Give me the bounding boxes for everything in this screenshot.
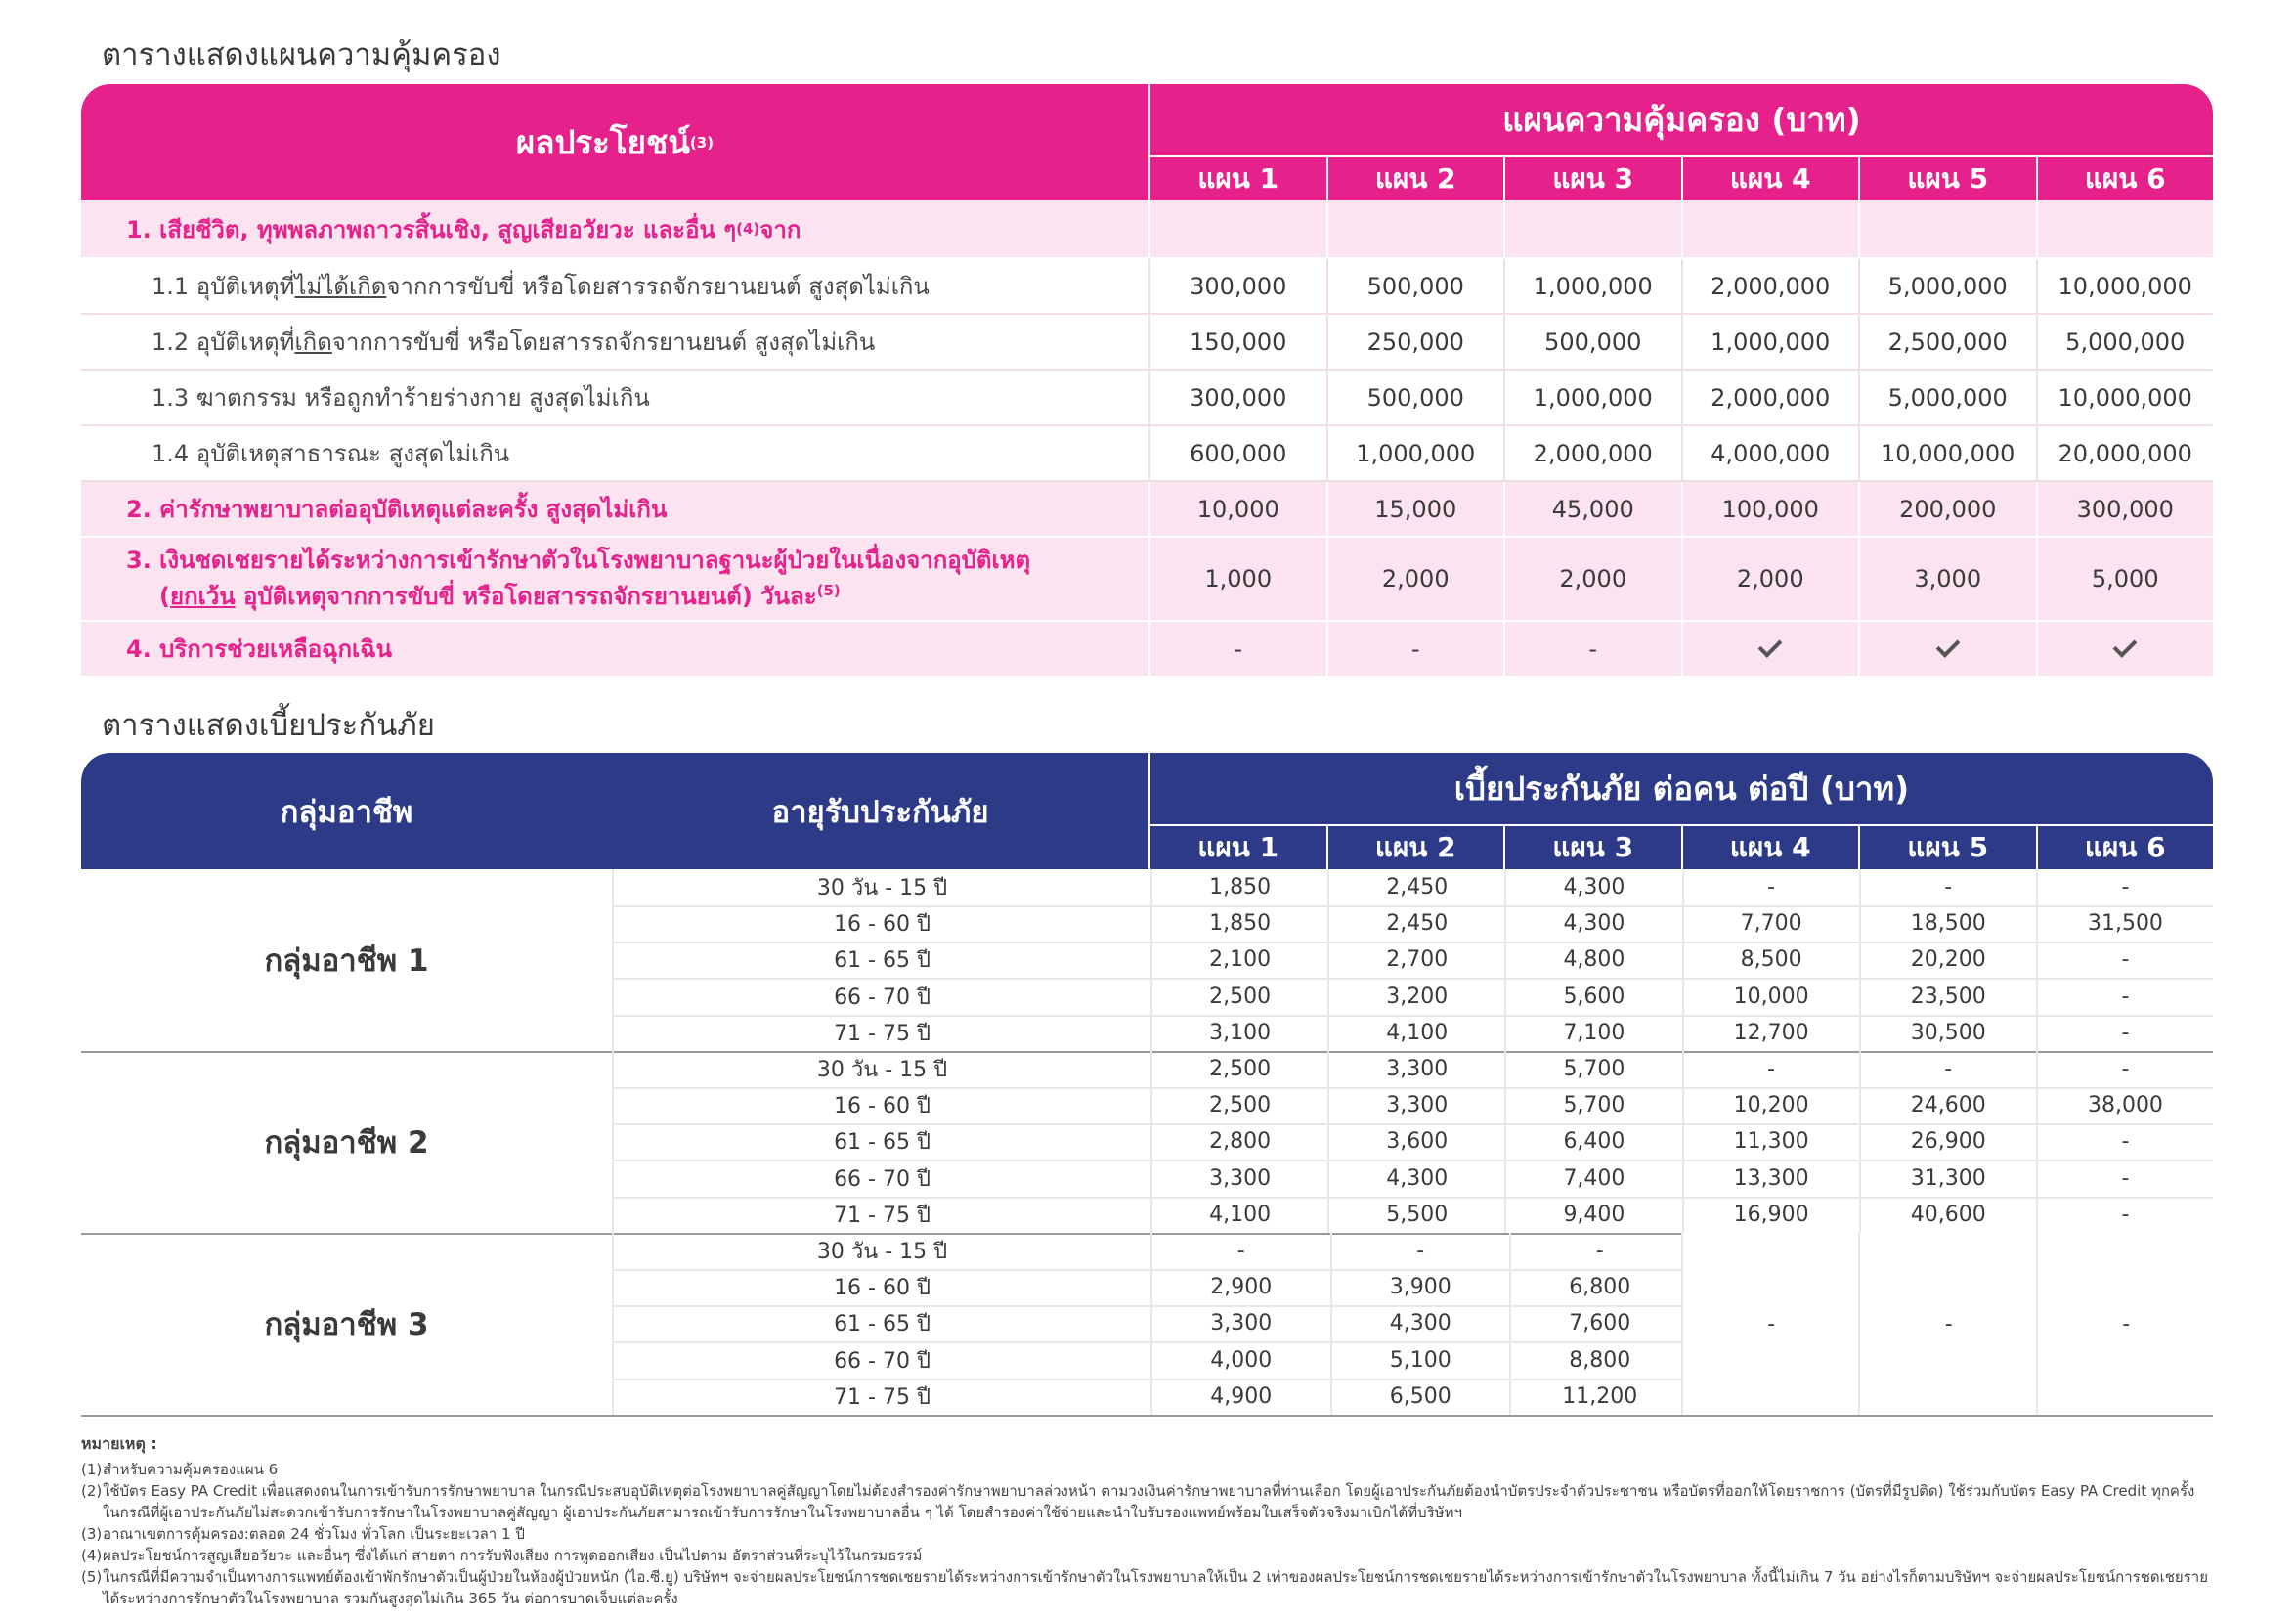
premium-cell: 40,600: [1859, 1197, 2036, 1233]
premium-section-title: ตารางแสดงเบี้ยประกันภัย: [102, 708, 435, 743]
age-range-cell: 61 - 65 ปี: [612, 1123, 1150, 1160]
cell: [1681, 200, 1859, 257]
premium-row: [612, 1161, 2213, 1199]
benefit-row-4-label: 4. บริการช่วยเหลือฉุกเฉิน: [126, 635, 393, 663]
premium-cell: 3,300: [1150, 1305, 1330, 1341]
plan-1-header: แผน 1: [1197, 162, 1279, 195]
value-cell: 5,000,000: [2036, 315, 2214, 369]
plan-2-header: แผน 2: [1326, 826, 1504, 869]
plans-header: [1148, 84, 2213, 200]
premium-cell: 26,900: [1859, 1123, 2036, 1160]
benefit-row-1-2-label: [81, 315, 1148, 369]
premium-cell: 4,000: [1150, 1342, 1330, 1379]
premium-cell: 31,500: [2036, 905, 2213, 942]
value-cell: 2,000: [1326, 538, 1504, 620]
footnote-text: อาณาเขตการคุ้มครอง:ตลอด 24 ชั่วโมง ทั่วโลก เป็นระยะเวลา 1 ปี: [103, 1525, 525, 1543]
label-part: จากการขับขี่ หรือโดยสารรถจักรยานยนต์ สูงสุดไม่เกิน: [331, 329, 876, 356]
benefit-row-3-label: [81, 538, 1148, 620]
premium-cell: 20,200: [1859, 942, 2036, 978]
benefit-row-1-1-label: [81, 259, 1148, 313]
value-cell: 1,000,000: [1503, 259, 1681, 313]
benefit-header: [81, 84, 1148, 200]
premium-cell: -: [2036, 1051, 2213, 1087]
footnote-key: (5): [81, 1568, 103, 1586]
premium-cell: 7,400: [1504, 1161, 1681, 1197]
label-underlined: ยกเว้น: [169, 583, 236, 610]
cell: [1858, 200, 2036, 257]
plan-5-header: แผน 5: [1858, 157, 2036, 200]
premium-plans-header: [1148, 753, 2213, 869]
value-cell: 2,000: [1503, 538, 1681, 620]
footnote-item: [81, 1588, 2231, 1609]
occupation-group-label: กลุ่มอาชีพ 3: [264, 1307, 429, 1342]
premium-row: [612, 869, 2213, 907]
premium-cell: 3,900: [1330, 1269, 1510, 1305]
premium-cell: 8,500: [1682, 942, 1859, 978]
footnote-item: [81, 1523, 2231, 1545]
benefit-row-1-footnote: (4): [736, 220, 760, 238]
premium-cell: 4,300: [1504, 869, 1681, 905]
benefit-row-3: [81, 538, 2213, 622]
premium-row: [612, 1087, 2213, 1125]
footnote-key: [81, 1588, 103, 1609]
occupation-group-block: [81, 1233, 2213, 1417]
premium-cell: -: [1509, 1233, 1689, 1269]
merged-premium-cell: -: [1858, 1233, 2038, 1415]
premium-cell: 6,400: [1504, 1123, 1681, 1160]
checkmark-icon: [2113, 634, 2138, 658]
value-cell: 2,000,000: [1681, 371, 1859, 424]
benefit-row-3-line-1: 3. เงินชดเชยรายได้ระหว่างการเข้ารักษาตัวในโรงพยาบาลฐานะผู้ป่วยในเนื่องจากอุบัติเหตุ: [126, 547, 1031, 574]
value-cell: 5,000,000: [1858, 371, 2036, 424]
value-cell: 10,000,000: [1858, 426, 2036, 480]
age-range-cell: 61 - 65 ปี: [612, 942, 1150, 978]
age-range-cell: 16 - 60 ปี: [612, 1087, 1150, 1123]
age-range-cell: 66 - 70 ปี: [612, 1161, 1150, 1197]
age-range-cell: 61 - 65 ปี: [612, 1305, 1150, 1341]
premium-cell: 3,300: [1327, 1051, 1504, 1087]
footnote-key: (1): [81, 1461, 103, 1478]
premium-cell: 4,100: [1150, 1197, 1327, 1233]
premium-cell: 3,200: [1327, 979, 1504, 1015]
occupation-group-header: กลุ่มอาชีพ: [280, 794, 413, 830]
plan-4-header: แผน 4: [1681, 826, 1859, 869]
premium-cell: 4,900: [1150, 1379, 1330, 1415]
coverage-table: [81, 84, 2213, 678]
footnote-item: [81, 1545, 2231, 1566]
value-cell: 1,000,000: [1503, 371, 1681, 424]
premium-cell: -: [1859, 1051, 2036, 1087]
premium-cell: -: [1682, 1051, 1859, 1087]
value-cell: 600,000: [1148, 426, 1326, 480]
premium-cell: 3,300: [1327, 1087, 1504, 1123]
merged-premium-cell: -: [2036, 1233, 2216, 1415]
age-range-cell: 71 - 75 ปี: [612, 1379, 1150, 1415]
value-cell: 150,000: [1148, 315, 1326, 369]
age-range-cell: 30 วัน - 15 ปี: [612, 869, 1150, 905]
premium-cell: 2,800: [1150, 1123, 1327, 1160]
checkmark-cell: [1681, 622, 1859, 676]
premium-cell: 2,450: [1327, 869, 1504, 905]
checkmark-cell: [1858, 622, 2036, 676]
premium-cell: 3,100: [1150, 1015, 1327, 1051]
premium-cell: 2,450: [1327, 905, 1504, 942]
premium-cell: 7,100: [1504, 1015, 1681, 1051]
value-cell: 2,000: [1681, 538, 1859, 620]
footnote-key: (2): [81, 1482, 103, 1500]
premium-cell: -: [2036, 1123, 2213, 1160]
footnotes-list: [81, 1459, 2231, 1609]
value-cell: 300,000: [2036, 482, 2214, 536]
value-cell: -: [1503, 622, 1681, 676]
plan-1-header: แผน 1: [1197, 831, 1279, 863]
premium-cell: 5,500: [1327, 1197, 1504, 1233]
premium-cell: 6,800: [1509, 1269, 1689, 1305]
benefit-row-1-1: [81, 259, 2213, 315]
premium-cell: 12,700: [1682, 1015, 1859, 1051]
footnote-key: (4): [81, 1547, 103, 1564]
benefit-row-2: [81, 482, 2213, 538]
premium-cell: 5,700: [1504, 1051, 1681, 1087]
premium-cell: -: [1330, 1233, 1510, 1269]
value-cell: 4,000,000: [1681, 426, 1859, 480]
premium-cell: 18,500: [1859, 905, 2036, 942]
premium-cell: 31,300: [1859, 1161, 2036, 1197]
footnote-text: ในกรณีที่ผู้เอาประกันภัยไม่สะดวกเข้ารับการรักษาในโรงพยาบาลคู่สัญญา ผู้เอาประกันภัยสามารถเข้ารับการรักษาในโรงพยาบาลอื่น ๆ ได้ โดยสำรองค่าใช้จ่ายและนำใบรับรองแพทย์พร้อมใบเสร็จตัวจริงมาเบิกได้ที่บริษัทฯ: [103, 1504, 1462, 1521]
premium-cell: 10,000: [1682, 979, 1859, 1015]
plan-6-header: แผน 6: [2036, 157, 2214, 200]
footnote-item: [81, 1480, 2231, 1502]
premium-cell: 10,200: [1682, 1087, 1859, 1123]
benefit-row-1-4-label: 1.4 อุบัติเหตุสาธารณะ สูงสุดไม่เกิน: [152, 440, 510, 467]
footnote-text: ใช้บัตร Easy PA Credit เพื่อแสดงตนในการเข้ารับการรักษาพยาบาล ในกรณีประสบอุบัติเหตุต่อโรงพยาบาลคู่สัญญาโดยไม่ต้องสำรองค่ารักษาพยาบาลล่วงหน้า ตามวงเงินค่ารักษาพยาบาลที่ท่านเลือก โดยผู้เอาประกันภัยต้องนำบัตรประจำตัวประชาชน หรือบัตรที่ออกให้โดยราชการ (บัตรที่มีรูปติด) ใช้ร่วมกับบัตร Easy PA Credit ทุกครั้ง: [103, 1482, 2195, 1500]
premium-cell: 2,500: [1150, 1051, 1327, 1087]
premium-row: [612, 942, 2213, 980]
checkmark-icon: [1935, 634, 1960, 658]
value-cell: 15,000: [1326, 482, 1504, 536]
benefit-row-1-3: [81, 371, 2213, 426]
footnote-text: ผลประโยชน์การสูญเสียอวัยวะ และอื่นๆ ซึ่งได้แก่ สายตา การรับฟังเสียง การพูดออกเสียง เป็นไปตาม อัตราส่วนที่ระบุไว้ในกรมธรรม์: [103, 1547, 923, 1564]
premium-cell: 3,600: [1327, 1123, 1504, 1160]
premium-row: [612, 1197, 2213, 1233]
premium-row: [612, 905, 2213, 943]
value-cell: 10,000,000: [2036, 371, 2214, 424]
value-cell: 500,000: [1326, 259, 1504, 313]
age-range-cell: 30 วัน - 15 ปี: [612, 1051, 1150, 1087]
premium-cell: -: [2036, 1161, 2213, 1197]
benefit-row-1-suffix: จาก: [759, 215, 801, 243]
value-cell: 10,000: [1148, 482, 1326, 536]
premium-cell: 4,300: [1327, 1161, 1504, 1197]
premium-row: [612, 979, 2213, 1017]
label-underlined: ไม่ได้เกิด: [294, 273, 387, 300]
cell: [1148, 200, 1326, 257]
premium-cell: 4,300: [1504, 905, 1681, 942]
value-cell: -: [1326, 622, 1504, 676]
label-part: 1.2 อุบัติเหตุที่: [152, 329, 295, 356]
value-cell: 200,000: [1858, 482, 2036, 536]
premium-cell: -: [1150, 1233, 1330, 1269]
value-cell: 300,000: [1148, 371, 1326, 424]
footnote-text: สำหรับความคุ้มครองแผน 6: [103, 1461, 279, 1478]
value-cell: 45,000: [1503, 482, 1681, 536]
premium-cell: 11,200: [1509, 1379, 1689, 1415]
benefit-row-4: [81, 622, 2213, 678]
premium-cell: 3,300: [1150, 1161, 1327, 1197]
footnote-key: [81, 1502, 103, 1523]
value-cell: 5,000: [2036, 538, 2214, 620]
merged-premium-cell: -: [1681, 1233, 1861, 1415]
footnotes: [81, 1433, 2231, 1609]
premium-cell: 38,000: [2036, 1087, 2213, 1123]
premium-cell: 11,300: [1682, 1123, 1859, 1160]
plan-5-header: แผน 5: [1858, 826, 2036, 869]
footnotes-title: หมายเหตุ :: [81, 1434, 157, 1453]
premium-cell: 2,700: [1327, 942, 1504, 978]
coverage-section-title: ตารางแสดงแผนความคุ้มครอง: [102, 37, 501, 72]
benefit-header-footnote: (3): [689, 133, 715, 152]
value-cell: 250,000: [1326, 315, 1504, 369]
occupation-group-block: [81, 1051, 2213, 1235]
occupation-group-label: กลุ่มอาชีพ 1: [264, 943, 429, 979]
label-part: (: [159, 583, 170, 610]
premium-table: [81, 753, 2213, 1416]
label-part: จากการขับขี่ หรือโดยสารรถจักรยานยนต์ สูงสุดไม่เกิน: [386, 273, 930, 300]
value-cell: 5,000,000: [1858, 259, 2036, 313]
premium-row: [612, 1051, 2213, 1089]
age-range-cell: 30 วัน - 15 ปี: [612, 1233, 1150, 1269]
benefit-row-1-3-label: 1.3 ฆาตกรรม หรือถูกทำร้ายร่างกาย สูงสุดไม่เกิน: [152, 384, 650, 412]
premium-cell: 2,100: [1150, 942, 1327, 978]
premium-cell: 5,100: [1330, 1342, 1510, 1379]
value-cell: 1,000: [1148, 538, 1326, 620]
label-underlined: เกิด: [294, 329, 332, 356]
premium-cell: -: [2036, 1015, 2213, 1051]
benefit-row-1-label: [81, 200, 1148, 257]
benefit-row-1-4: [81, 426, 2213, 482]
age-range-cell: 71 - 75 ปี: [612, 1197, 1150, 1233]
premium-plan-columns: [1150, 826, 2213, 869]
benefit-header-text: ผลประโยชน์: [515, 123, 690, 161]
benefit-row-2-label: 2. ค่ารักษาพยาบาลต่ออุบัติเหตุแต่ละครั้ง สูงสุดไม่เกิน: [126, 496, 668, 523]
label-part: อุบัติเหตุจากการขับขี่ หรือโดยสารรถจักรยานยนต์) วันละ: [235, 583, 817, 610]
premium-cell: 2,900: [1150, 1269, 1330, 1305]
benefit-row-3-footnote: (5): [816, 582, 841, 599]
premium-cell: 9,400: [1504, 1197, 1681, 1233]
benefit-row-1-text: 1. เสียชีวิต, ทุพพลภาพถาวรสิ้นเชิง, สูญเสียอวัยวะ และอื่น ๆ: [126, 215, 737, 243]
plan-3-header: แผน 3: [1503, 826, 1681, 869]
premium-row: [612, 1015, 2213, 1051]
premium-cell: 8,800: [1509, 1342, 1689, 1379]
occupation-group-label: กลุ่มอาชีพ 2: [264, 1125, 429, 1161]
plan-columns: [1150, 157, 2213, 200]
premium-cell: 7,600: [1509, 1305, 1689, 1341]
value-cell: 100,000: [1681, 482, 1859, 536]
premium-row: [612, 1123, 2213, 1161]
checkmark-cell: [2036, 622, 2214, 676]
cell: [2036, 200, 2214, 257]
premium-cell: -: [2036, 1197, 2213, 1233]
value-cell: 10,000,000: [2036, 259, 2214, 313]
benefit-row-1-2: [81, 315, 2213, 371]
premium-cell: 24,600: [1859, 1087, 2036, 1123]
footnote-key: (3): [81, 1525, 103, 1543]
coverage-table-header: [81, 84, 2213, 200]
value-cell: 500,000: [1326, 371, 1504, 424]
footnote-item: [81, 1459, 2231, 1480]
premium-table-body: [81, 869, 2213, 1416]
premium-cell: 4,800: [1504, 942, 1681, 978]
premium-cell: 6,500: [1330, 1379, 1510, 1415]
cell: [1326, 200, 1504, 257]
checkmark-icon: [1758, 634, 1783, 658]
premium-cell: 5,600: [1504, 979, 1681, 1015]
plan-6-header: แผน 6: [2036, 826, 2214, 869]
premium-cell: 23,500: [1859, 979, 2036, 1015]
value-cell: 300,000: [1148, 259, 1326, 313]
footnote-item: [81, 1566, 2231, 1588]
value-cell: 1,000,000: [1681, 315, 1859, 369]
plan-4-header: แผน 4: [1681, 157, 1859, 200]
footnote-text: ได้ระหว่างการรักษาตัวในโรงพยาบาล รวมกันสูงสุดไม่เกิน 365 วัน ต่อการบาดเจ็บแต่ละครั้ง: [103, 1590, 678, 1607]
plans-header-title: แผนความคุ้มครอง (บาท): [1150, 84, 2213, 157]
premium-cell: 4,300: [1330, 1305, 1510, 1341]
value-cell: -: [1148, 622, 1326, 676]
footnote-text: ในกรณีที่มีความจำเป็นทางการแพทย์ต้องเข้าพักรักษาตัวเป็นผู้ป่วยในห้องผู้ป่วยหนัก (ไอ.ซี.ยู) บริษัทฯ จะจ่ายผลประโยชน์การชดเชยรายได้ระหว่างการเข้ารักษาตัวในโรงพยาบาลให้เป็น 2 เท่าของผลประโยชน์การชดเชยรายได้ระหว่างการเข้ารักษาตัวในโรงพยาบาล ทั้งนี้ไม่เกิน 7 วัน อย่างไรก็ตามบริษัทฯ จะจ่ายผลประโยชน์การชดเชยราย: [103, 1568, 2208, 1586]
premium-cell: 2,500: [1150, 979, 1327, 1015]
premium-cell: -: [1859, 869, 2036, 905]
plan-3-header: แผน 3: [1503, 157, 1681, 200]
age-range-cell: 16 - 60 ปี: [612, 905, 1150, 942]
premium-cell: -: [2036, 942, 2213, 978]
value-cell: 1,000,000: [1326, 426, 1504, 480]
age-range-cell: 66 - 70 ปี: [612, 979, 1150, 1015]
age-range-cell: 16 - 60 ปี: [612, 1269, 1150, 1305]
premium-cell: 13,300: [1682, 1161, 1859, 1197]
value-cell: 2,000,000: [1503, 426, 1681, 480]
premium-cell: -: [2036, 869, 2213, 905]
premium-cell: 5,700: [1504, 1087, 1681, 1123]
premium-cell: 1,850: [1150, 869, 1327, 905]
value-cell: 500,000: [1503, 315, 1681, 369]
age-range-cell: 71 - 75 ปี: [612, 1015, 1150, 1051]
premium-cell: 2,500: [1150, 1087, 1327, 1123]
premium-cell: -: [2036, 979, 2213, 1015]
benefit-row-1: [81, 200, 2213, 259]
premium-cell: 7,700: [1682, 905, 1859, 942]
insured-age-header: อายุรับประกันภัย: [771, 794, 989, 830]
cell: [1503, 200, 1681, 257]
premium-cell: 4,100: [1327, 1015, 1504, 1051]
premium-cell: 16,900: [1682, 1197, 1859, 1233]
occupation-group-block: [81, 869, 2213, 1053]
value-cell: 3,000: [1858, 538, 2036, 620]
premium-cell: 1,850: [1150, 905, 1327, 942]
label-part: 1.1 อุบัติเหตุที่: [152, 273, 295, 300]
value-cell: 2,500,000: [1858, 315, 2036, 369]
value-cell: 2,000,000: [1681, 259, 1859, 313]
benefit-row-3-line-2: [126, 576, 841, 612]
footnote-item: [81, 1502, 2231, 1523]
age-range-cell: 66 - 70 ปี: [612, 1342, 1150, 1379]
value-cell: 20,000,000: [2036, 426, 2214, 480]
premium-cell: 30,500: [1859, 1015, 2036, 1051]
premium-cell: -: [1682, 869, 1859, 905]
plan-2-header: แผน 2: [1326, 157, 1504, 200]
premium-plans-header-title: เบี้ยประกันภัย ต่อคน ต่อปี (บาท): [1150, 753, 2213, 826]
premium-table-header: [81, 753, 2213, 869]
